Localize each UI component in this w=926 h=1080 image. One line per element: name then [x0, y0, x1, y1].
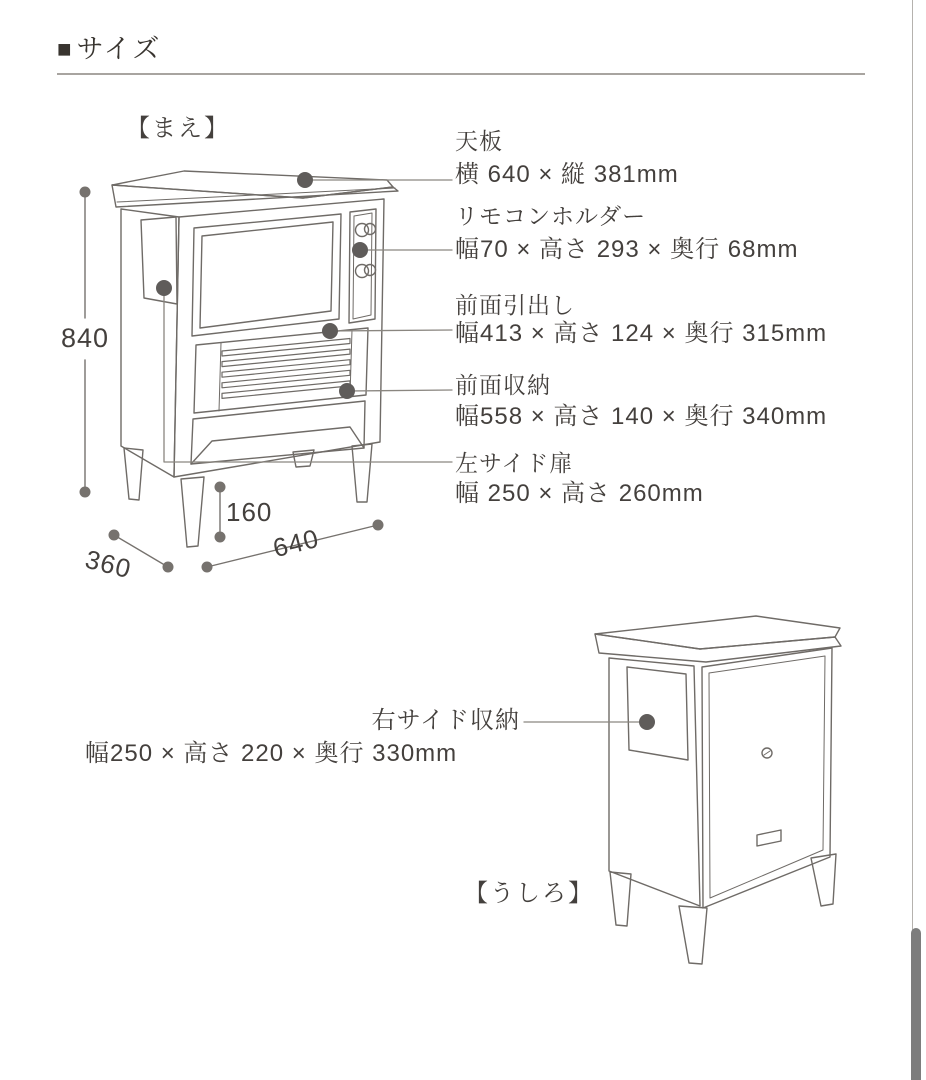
dimension-depth: 360: [82, 543, 135, 585]
back-view-drawing: [524, 616, 841, 964]
callout-dot-top-board: [297, 172, 313, 188]
callout-remote-holder-name: リモコンホルダー: [455, 203, 647, 229]
callout-storage-name: 前面収納: [455, 372, 551, 398]
back-view-legs: [610, 854, 836, 964]
callout-drawer-dims: 幅413 × 高さ 124 × 奥行 315mm: [455, 320, 828, 347]
callout-left-door-dims: 幅 250 × 高さ 260mm: [455, 480, 704, 507]
front-callout-leaders: [164, 180, 452, 462]
cabinet-left-side: [121, 209, 179, 477]
back-cabinet-back-panel: [702, 648, 832, 908]
callout-left-door-name: 左サイド扉: [455, 450, 574, 476]
callout-dot-storage: [339, 383, 355, 399]
right-side-storage-door: [627, 667, 688, 760]
callout-drawer-name: 前面引出し: [455, 292, 575, 318]
front-storage-interior: [191, 427, 364, 464]
callout-top-board-dims: 横 640 × 縦 381mm: [455, 161, 679, 188]
callout-dot-drawer: [322, 323, 338, 339]
front-callout-dots: [156, 172, 368, 399]
callout-storage-dims: 幅558 × 高さ 140 × 奥行 340mm: [455, 403, 828, 430]
section-title-text: サイズ: [76, 34, 162, 64]
callout-right-storage-dims: 幅250 × 高さ 220 × 奥行 330mm: [85, 740, 458, 767]
tv-opening-inner: [200, 222, 333, 328]
callout-dot-right-storage: [639, 714, 655, 730]
cabinet-front-face: [174, 199, 384, 477]
back-cable-slot: [757, 830, 781, 846]
front-view-legs: [124, 444, 372, 547]
tv-opening-outer: [192, 214, 341, 336]
front-drawer-louvers: [222, 339, 350, 399]
top-board-molding: [112, 185, 398, 207]
callout-dot-remote-holder: [352, 242, 368, 258]
front-view-label: 【まえ】: [126, 115, 230, 142]
dimension-height: 840: [61, 323, 110, 353]
callout-dot-left-door: [156, 280, 172, 296]
back-top-board: [595, 616, 840, 649]
back-view-label: 【うしろ】: [464, 880, 594, 907]
back-top-board-molding: [595, 634, 841, 662]
dimension-leg-height: 160: [226, 497, 273, 527]
callout-remote-holder-dims: 幅70 × 高さ 293 × 奥行 68mm: [455, 236, 799, 263]
back-panel-inner-frame: [709, 656, 825, 898]
dimension-width: 640: [269, 522, 323, 564]
back-panel-hole-mark: [764, 751, 770, 755]
scrollbar-thumb[interactable]: [911, 928, 921, 1080]
front-drawer-left-stile: [219, 343, 221, 411]
scrollbar-track[interactable]: [912, 0, 913, 1080]
square-bullet-icon: ■: [57, 36, 74, 63]
callout-top-board-name: 天板: [455, 128, 503, 154]
callout-right-storage-name: 右サイド収納: [371, 707, 520, 734]
top-board-molding-line: [117, 188, 395, 202]
